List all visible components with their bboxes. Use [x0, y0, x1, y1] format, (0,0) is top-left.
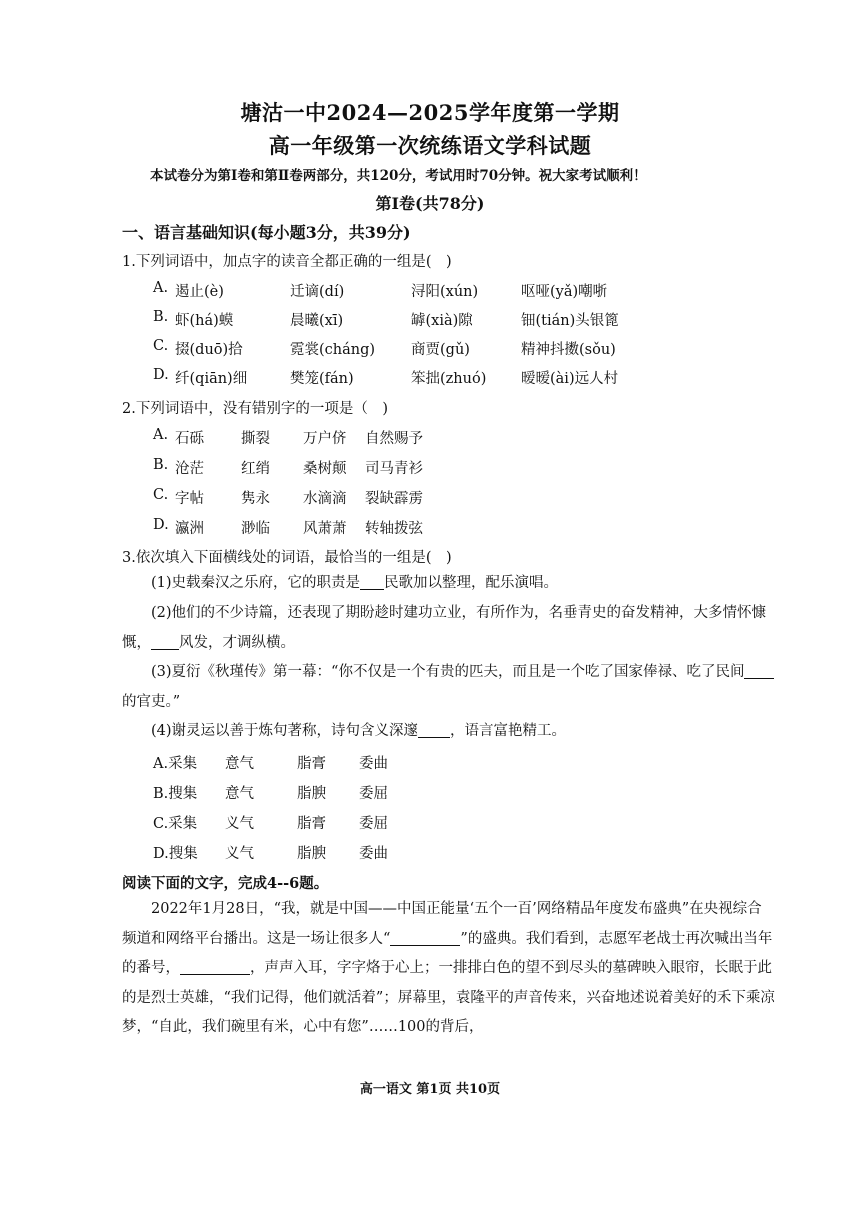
reading-passage: [122, 895, 776, 1043]
option-item: 万户侪: [303, 431, 347, 447]
option-item: 隽永: [241, 491, 270, 507]
fill-blank: [151, 633, 179, 650]
option-label: C.: [153, 487, 169, 503]
option-item: 暧暧(ài)远人村: [521, 371, 619, 387]
option-item: D.搜集: [153, 846, 198, 862]
option-item: 司马青衫: [365, 461, 423, 477]
q3-sentence-2: [122, 599, 776, 658]
option-item: 自然赐予: [365, 431, 423, 447]
fill-blank: [744, 662, 774, 679]
option-item: 纤(qiān)细: [175, 371, 248, 387]
option-label: D.: [153, 517, 169, 533]
section-heading: 一、语言基础知识(每小题3分，共39分): [122, 223, 411, 242]
option-item: 脂腴: [297, 846, 326, 862]
exam-instructions: 本试卷分为第Ⅰ卷和第Ⅱ卷两部分，共120分，考试用时70分钟。祝大家考试顺利！: [150, 168, 647, 184]
reading-instructions: 阅读下面的文字，完成4--6题。: [122, 875, 329, 892]
option-item: 精神抖擞(sǒu): [521, 342, 616, 358]
option-item: A.采集: [153, 756, 198, 772]
sentence-text: 风发，才调纵横。: [179, 634, 295, 651]
option-item: 渺临: [241, 521, 270, 537]
option-label: D.: [153, 367, 169, 383]
option-label: B.: [153, 457, 169, 473]
option-item: 桑树颠: [303, 461, 347, 477]
option-item: 水滴滴: [303, 491, 347, 507]
q3-sentence-3: [122, 658, 776, 717]
fill-blank: [180, 958, 250, 975]
option-item: 脂膏: [297, 816, 326, 832]
option-label: B.: [153, 309, 169, 325]
option-label: C.: [153, 338, 169, 354]
passage-text: ，声声入耳，字字烙于心上；一排排白色的望不到尽头的墓碑映入眼帘，长眠于此的是烈士英雄，“我们记得，他们就活着”；屏幕里，袁隆平的声音传来，兴奋地述说着美好的禾下乘凉梦，“自此，我们碗里有米，心中有您”……100的背后，: [122, 960, 775, 1035]
sentence-text: (4)谢灵运以善于炼句著称，诗句含义深邃: [151, 723, 419, 739]
sentence-text: (2)他们的不少诗篇，还表现了期盼趁时建功立业，有所作为，名垂青史的奋发精神，大多情怀慷慨，: [122, 605, 767, 651]
option-item: 沧茫: [175, 461, 204, 477]
option-item: B.搜集: [153, 786, 198, 802]
exam-title-school: 塘沽一中2024—2025学年度第一学期: [240, 100, 620, 125]
option-item: 商贾(gǔ): [411, 342, 470, 358]
sentence-text: (1)史载秦汉之乐府，它的职责是: [151, 575, 361, 591]
option-item: 脂膏: [297, 756, 326, 772]
fill-blank: [390, 929, 460, 946]
page-footer: 高一语文 第1页 共10页: [359, 1082, 501, 1097]
option-item: 迁谪(dí): [290, 284, 345, 300]
option-item: 浔阳(xún): [411, 284, 479, 300]
option-item: 义气: [225, 846, 254, 862]
option-label: A.: [153, 427, 169, 443]
option-item: 虾(há)蟆: [175, 313, 234, 329]
sentence-text: 的官吏。”: [122, 693, 181, 710]
exam-title-subject: 高一年级第一次统练语文学科试题: [268, 133, 592, 158]
option-item: 石砾: [175, 431, 204, 447]
option-item: 字帖: [175, 491, 204, 507]
question-2-stem: 2.下列词语中，没有错别字的一项是（ ): [122, 401, 388, 417]
option-item: 意气: [225, 756, 254, 772]
q3-sentence-1: [122, 569, 776, 599]
option-item: 脂腴: [297, 786, 326, 802]
option-label: A.: [153, 280, 169, 296]
q3-sentence-4: [122, 717, 776, 747]
option-item: 霓裳(cháng): [290, 342, 376, 358]
passage-text: ”的盛典。我们看到，志愿军老战士再次喊出当年的番号，: [122, 930, 773, 976]
option-item: 瀛洲: [175, 521, 204, 537]
option-item: 笨拙(zhuó): [411, 371, 487, 387]
option-item: 转轴拨弦: [365, 521, 423, 537]
sentence-text: 民歌加以整理，配乐演唱。: [384, 575, 559, 591]
option-item: 风萧萧: [303, 521, 347, 537]
fill-blank: [418, 721, 450, 738]
option-item: 意气: [225, 786, 254, 802]
option-item: 遏止(è): [175, 284, 224, 300]
option-item: 红绡: [241, 461, 270, 477]
passage-text: 2022年1月28日，“我，就是中国——中国正能量‘五个一百’网络精品年度发布盛典”在央视综合频道和网络平台播出。这是一场让很多人“: [122, 901, 762, 947]
option-item: 撕裂: [241, 431, 270, 447]
option-item: 钿(tián)头银篦: [521, 313, 619, 329]
option-item: C.采集: [153, 816, 198, 832]
sentence-text: (3)夏衍《秋瑾传》第一幕：“你不仅是一个有贵的匹夫，而且是一个吃了国家俸禄、吃了民间: [151, 664, 745, 680]
option-item: 裂缺霹雳: [365, 491, 423, 507]
option-item: 委屈: [359, 786, 388, 802]
question-3-stem: 3.依次填入下面横线处的词语，最恰当的一组是( ): [122, 550, 452, 566]
option-item: 罅(xià)隙: [411, 313, 473, 329]
option-item: 义气: [225, 816, 254, 832]
option-item: 晨曦(xī): [290, 313, 344, 329]
question-1-stem: 1.下列词语中，加点字的读音全都正确的一组是( ): [122, 254, 452, 270]
option-item: 掇(duō)拾: [175, 342, 243, 358]
volume-heading: 第Ⅰ卷(共78分): [375, 194, 485, 213]
option-item: 委曲: [359, 756, 388, 772]
sentence-text: ，语言富艳精工。: [450, 723, 567, 739]
option-item: 樊笼(fán): [290, 371, 354, 387]
option-item: 委曲: [359, 846, 388, 862]
option-item: 呕哑(yǎ)嘲哳: [521, 284, 608, 300]
fill-blank: [360, 573, 384, 590]
option-item: 委屈: [359, 816, 388, 832]
